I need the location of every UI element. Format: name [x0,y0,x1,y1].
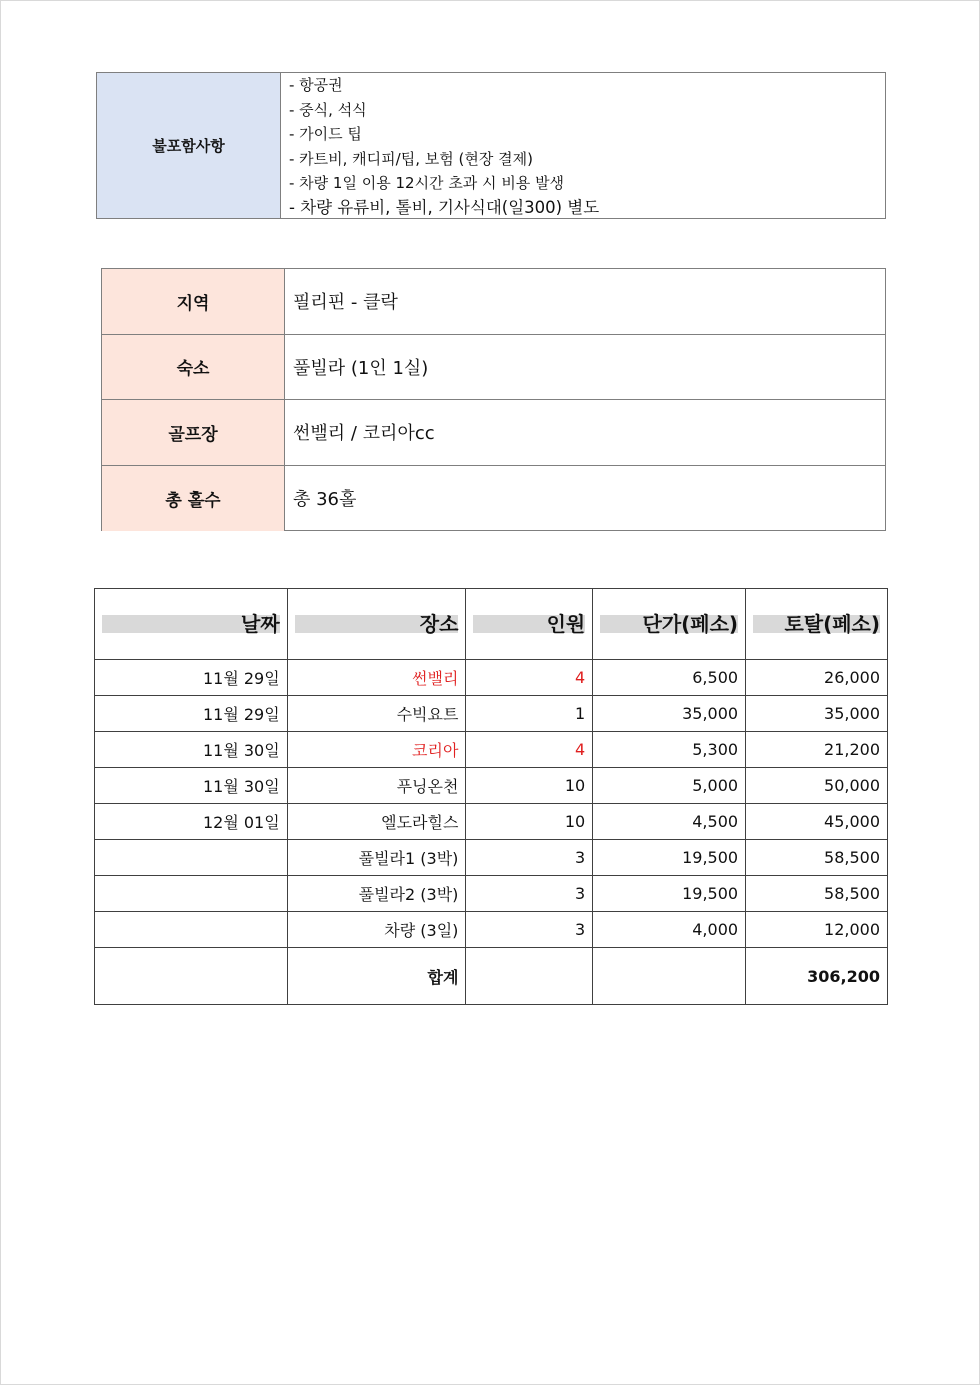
cell-place: 차량 (3일) [287,912,466,948]
info-label: 총 홀수 [102,466,285,532]
cell-people: 3 [466,840,593,876]
info-value: 필리핀 - 클락 [293,292,398,314]
cell-place: 풀빌라1 (3박) [287,840,466,876]
header-total: 토탈(페소) [746,589,888,660]
cell-unit-price: 5,300 [593,732,746,768]
table-row [95,732,888,768]
exclusion-item: - 카트비, 캐디피/팁, 보험 (현장 결제) [289,149,533,168]
trip-info-table [101,268,886,531]
cell-people: 3 [466,876,593,912]
cost-table [94,588,888,1005]
table-row [95,804,888,840]
info-row-holes [102,466,885,532]
cell-date [95,876,288,912]
cell-total: 58,500 [746,876,888,912]
table-row [95,840,888,876]
cell-total: 35,000 [746,696,888,732]
cell-date: 12월 01일 [95,804,288,840]
info-row-golf-course [102,400,885,466]
cell-people: 4 [466,732,593,768]
cell-unit-price: 19,500 [593,840,746,876]
cell-people: 10 [466,768,593,804]
exclusion-item: - 차량 유류비, 톨비, 기사식대(일300) 별도 [289,197,600,217]
info-label: 지역 [102,269,285,334]
info-row-region [102,269,885,335]
cell-total: 58,500 [746,840,888,876]
cell-total: 21,200 [746,732,888,768]
header-date: 날짜 [95,589,288,660]
cell-people: 4 [466,660,593,696]
cell-unit-price: 35,000 [593,696,746,732]
table-row [95,876,888,912]
sum-label: 합계 [287,948,466,1005]
cell-total: 45,000 [746,804,888,840]
cell-total: 12,000 [746,912,888,948]
sum-total: 306,200 [746,948,888,1005]
info-value: 풀빌라 (1인 1실) [293,357,429,379]
cell-place: 풀빌라2 (3박) [287,876,466,912]
cell-people: 3 [466,912,593,948]
info-value: 썬밸리 / 코리아cc [293,423,435,445]
cell-empty [466,948,593,1005]
exclusions-header: 불포함사항 [97,73,281,218]
header-place: 장소 [287,589,466,660]
cell-date [95,912,288,948]
exclusions-table [96,72,886,219]
cell-place: 코리아 [287,732,466,768]
info-label: 골프장 [102,400,285,465]
cell-empty [95,948,288,1005]
cell-place: 엘도라힐스 [287,804,466,840]
table-row [95,660,888,696]
exclusion-item: - 항공권 [289,76,343,94]
cell-date [95,840,288,876]
cell-unit-price: 6,500 [593,660,746,696]
cell-date: 11월 30일 [95,768,288,804]
cell-people: 10 [466,804,593,840]
sum-row [95,948,888,1005]
info-value: 총 36홀 [293,489,357,511]
cell-total: 50,000 [746,768,888,804]
table-row [95,912,888,948]
exclusion-item: - 차량 1일 이용 12시간 초과 시 비용 발생 [289,174,565,192]
table-row [95,696,888,732]
header-people: 인원 [466,589,593,660]
exclusions-list [281,73,885,218]
cell-date: 11월 30일 [95,732,288,768]
exclusion-item: - 중식, 석식 [289,100,367,119]
cell-people: 1 [466,696,593,732]
exclusion-item: - 가이드 팁 [289,125,362,143]
cell-date: 11월 29일 [95,696,288,732]
cell-unit-price: 4,500 [593,804,746,840]
cell-unit-price: 19,500 [593,876,746,912]
cell-place: 수빅요트 [287,696,466,732]
info-row-lodging [102,335,885,401]
cell-place: 푸닝온천 [287,768,466,804]
header-unit-price: 단가(페소) [593,589,746,660]
cell-total: 26,000 [746,660,888,696]
cell-empty [593,948,746,1005]
info-label: 숙소 [102,335,285,400]
table-row [95,768,888,804]
cell-place: 썬밸리 [287,660,466,696]
cost-header-row [95,589,888,660]
cell-date: 11월 29일 [95,660,288,696]
cell-unit-price: 5,000 [593,768,746,804]
cell-unit-price: 4,000 [593,912,746,948]
